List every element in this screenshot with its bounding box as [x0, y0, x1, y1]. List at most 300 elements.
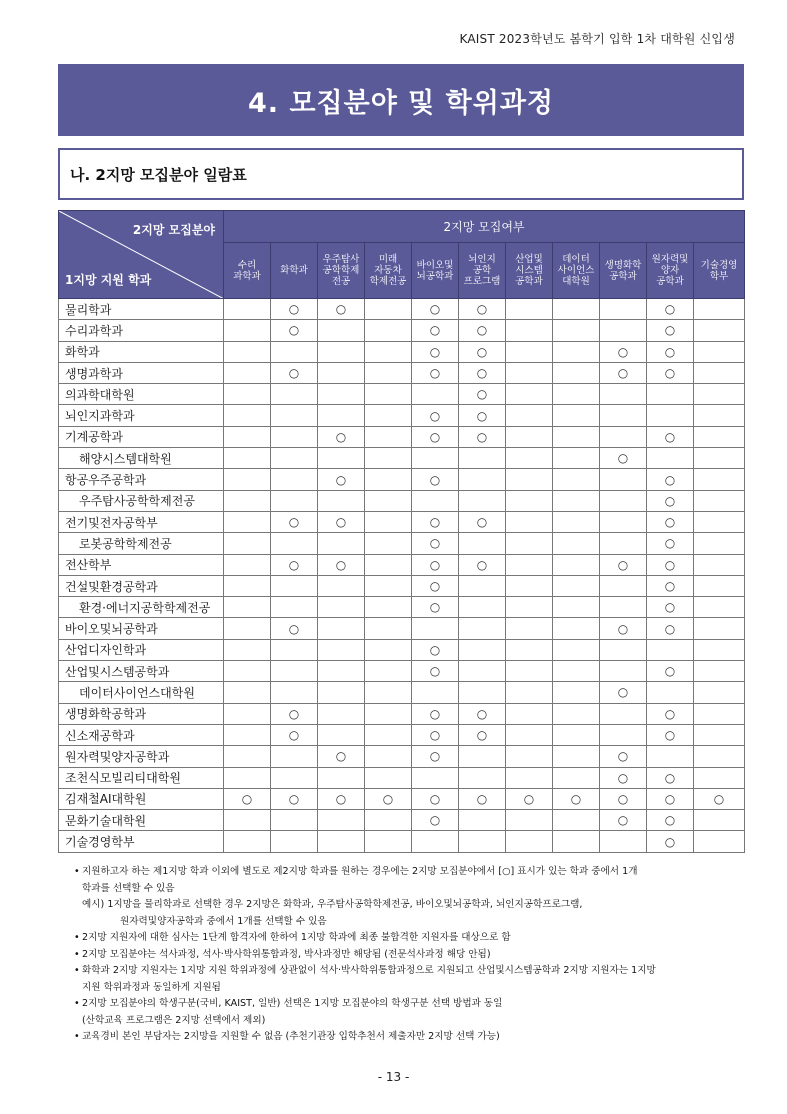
- mark-cell: [600, 490, 647, 511]
- mark-cell: [647, 511, 694, 532]
- mark-cell: [459, 682, 506, 703]
- circle-mark-icon: ○: [241, 791, 253, 806]
- mark-cell: [647, 533, 694, 554]
- department-name: 전산학부: [59, 554, 224, 575]
- mark-cell: [412, 597, 459, 618]
- mark-cell: [647, 703, 694, 724]
- mark-cell: [224, 448, 271, 469]
- mark-cell: [271, 831, 318, 852]
- mark-cell: [459, 661, 506, 682]
- mark-cell: [459, 320, 506, 341]
- mark-cell: [412, 746, 459, 767]
- mark-cell: [224, 362, 271, 383]
- mark-cell: [318, 341, 365, 362]
- circle-mark-icon: ○: [429, 344, 441, 359]
- mark-cell: [694, 810, 745, 831]
- mark-cell: [271, 639, 318, 660]
- mark-cell: [224, 511, 271, 532]
- mark-cell: [459, 639, 506, 660]
- section-title-banner: [58, 64, 744, 136]
- note-3-text: 2지망 모집분야는 석사과정, 석사·박사학위통합과정, 박사과정만 해당됨 (전문석사과정 해당 안됨): [82, 948, 491, 960]
- department-name: 환경·에너지공학학제전공: [59, 597, 224, 618]
- mark-cell: [600, 661, 647, 682]
- mark-cell: [506, 724, 553, 745]
- note-5-line-1: 2지망 모집분야의 학생구분(국비, KAIST, 일반) 선택은 1지망 모집분야의 학생구분 선택 방법과 동일: [82, 998, 503, 1009]
- mark-cell: [553, 597, 600, 618]
- mark-cell: [412, 511, 459, 532]
- mark-cell: [553, 490, 600, 511]
- mark-cell: [506, 405, 553, 426]
- mark-cell: [365, 426, 412, 447]
- mark-cell: [647, 831, 694, 852]
- column-header-7: 산업및 시스템 공학과: [506, 243, 553, 299]
- mark-cell: [694, 682, 745, 703]
- mark-cell: [506, 426, 553, 447]
- circle-mark-icon: ○: [476, 557, 488, 572]
- mark-cell: [506, 661, 553, 682]
- note-5-line-2: (산학교육 프로그램은 2지망 선택에서 제외): [82, 1014, 266, 1026]
- mark-cell: [459, 490, 506, 511]
- mark-cell: [553, 746, 600, 767]
- note-5: [74, 996, 742, 1029]
- mark-cell: [224, 469, 271, 490]
- circle-mark-icon: ○: [617, 557, 629, 572]
- circle-mark-icon: ○: [476, 387, 488, 402]
- mark-cell: [365, 320, 412, 341]
- mark-cell: [365, 448, 412, 469]
- mark-cell: [694, 788, 745, 809]
- mark-cell: [647, 405, 694, 426]
- circle-mark-icon: ○: [664, 791, 676, 806]
- department-name: 생명과학과: [59, 362, 224, 383]
- table-row: [59, 341, 745, 362]
- running-header: KAIST 2023학년도 봄학기 입학 1차 대학원 신입생: [459, 32, 735, 46]
- table-row: [59, 746, 745, 767]
- circle-mark-icon: ○: [664, 429, 676, 444]
- note-1-line-1: 지원하고자 하는 제1지망 학과 이외에 별도로 제2지망 학과를 원하는 경우에는 2지망 모집분야에서 [○] 표시가 있는 학과 중에서 1개: [82, 866, 638, 877]
- mark-cell: [506, 575, 553, 596]
- mark-cell: [318, 533, 365, 554]
- circle-mark-icon: ○: [476, 515, 488, 530]
- mark-cell: [506, 831, 553, 852]
- mark-cell: [553, 384, 600, 405]
- circle-mark-icon: ○: [713, 791, 725, 806]
- mark-cell: [506, 299, 553, 320]
- circle-mark-icon: ○: [288, 515, 300, 530]
- mark-cell: [412, 341, 459, 362]
- mark-cell: [271, 490, 318, 511]
- mark-cell: [318, 469, 365, 490]
- mark-cell: [271, 618, 318, 639]
- mark-cell: [694, 831, 745, 852]
- mark-cell: [694, 405, 745, 426]
- circle-mark-icon: ○: [476, 366, 488, 381]
- note-1-example-1: 예시) 1지망을 물리학과로 선택한 경우 2지망은 화학과, 우주탐사공학학제전공, 바이오및뇌공학과, 뇌인지공학프로그램,: [82, 899, 583, 910]
- table-row: [59, 384, 745, 405]
- mark-cell: [365, 362, 412, 383]
- circle-mark-icon: ○: [288, 706, 300, 721]
- mark-cell: [318, 490, 365, 511]
- mark-cell: [459, 554, 506, 575]
- mark-cell: [318, 554, 365, 575]
- circle-mark-icon: ○: [429, 536, 441, 551]
- department-name: 건설및환경공학과: [59, 575, 224, 596]
- circle-mark-icon: ○: [664, 834, 676, 849]
- mark-cell: [271, 320, 318, 341]
- circle-mark-icon: ○: [617, 344, 629, 359]
- mark-cell: [318, 362, 365, 383]
- mark-cell: [365, 788, 412, 809]
- mark-cell: [600, 511, 647, 532]
- table-row: [59, 597, 745, 618]
- circle-mark-icon: ○: [617, 366, 629, 381]
- mark-cell: [412, 362, 459, 383]
- mark-cell: [318, 384, 365, 405]
- column-header-10: 원자력및 양자 공학과: [647, 243, 694, 299]
- mark-cell: [224, 384, 271, 405]
- table-row: [59, 682, 745, 703]
- circle-mark-icon: ○: [476, 791, 488, 806]
- mark-cell: [271, 448, 318, 469]
- circle-mark-icon: ○: [664, 302, 676, 317]
- mark-cell: [365, 554, 412, 575]
- mark-cell: [600, 788, 647, 809]
- department-name: 의과학대학원: [59, 384, 224, 405]
- mark-cell: [694, 448, 745, 469]
- table-row: [59, 554, 745, 575]
- mark-cell: [412, 661, 459, 682]
- mark-cell: [647, 575, 694, 596]
- mark-cell: [694, 511, 745, 532]
- department-name: 산업및시스템공학과: [59, 661, 224, 682]
- mark-cell: [647, 299, 694, 320]
- mark-cell: [647, 810, 694, 831]
- mark-cell: [647, 448, 694, 469]
- mark-cell: [694, 490, 745, 511]
- mark-cell: [271, 362, 318, 383]
- circle-mark-icon: ○: [429, 515, 441, 530]
- circle-mark-icon: ○: [617, 770, 629, 785]
- mark-cell: [459, 448, 506, 469]
- note-3: [74, 947, 742, 964]
- mark-cell: [224, 405, 271, 426]
- table-row: [59, 788, 745, 809]
- mark-cell: [271, 511, 318, 532]
- mark-cell: [553, 405, 600, 426]
- circle-mark-icon: ○: [476, 728, 488, 743]
- mark-cell: [412, 788, 459, 809]
- mark-cell: [553, 469, 600, 490]
- mark-cell: [647, 469, 694, 490]
- mark-cell: [318, 831, 365, 852]
- circle-mark-icon: ○: [335, 302, 347, 317]
- mark-cell: [647, 362, 694, 383]
- mark-cell: [459, 405, 506, 426]
- circle-mark-icon: ○: [476, 344, 488, 359]
- mark-cell: [271, 575, 318, 596]
- circle-mark-icon: ○: [476, 408, 488, 423]
- mark-cell: [224, 490, 271, 511]
- circle-mark-icon: ○: [429, 302, 441, 317]
- circle-mark-icon: ○: [664, 770, 676, 785]
- table-row: [59, 490, 745, 511]
- circle-mark-icon: ○: [335, 429, 347, 444]
- mark-cell: [600, 362, 647, 383]
- column-header-8: 데이터 사이언스 대학원: [553, 243, 600, 299]
- circle-mark-icon: ○: [382, 791, 394, 806]
- mark-cell: [459, 575, 506, 596]
- circle-mark-icon: ○: [617, 749, 629, 764]
- circle-mark-icon: ○: [429, 600, 441, 615]
- mark-cell: [553, 299, 600, 320]
- circle-mark-icon: ○: [523, 791, 535, 806]
- mark-cell: [600, 533, 647, 554]
- circle-mark-icon: ○: [570, 791, 582, 806]
- mark-cell: [600, 682, 647, 703]
- column-header-9: 생명화학 공학과: [600, 243, 647, 299]
- department-name: 원자력및양자공학과: [59, 746, 224, 767]
- mark-cell: [647, 661, 694, 682]
- mark-cell: [318, 597, 365, 618]
- circle-mark-icon: ○: [617, 791, 629, 806]
- mark-cell: [553, 341, 600, 362]
- mark-cell: [600, 597, 647, 618]
- mark-cell: [506, 554, 553, 575]
- mark-cell: [318, 661, 365, 682]
- mark-cell: [224, 320, 271, 341]
- mark-cell: [224, 788, 271, 809]
- second-choice-table: [58, 210, 745, 853]
- mark-cell: [365, 597, 412, 618]
- mark-cell: [412, 426, 459, 447]
- mark-cell: [506, 341, 553, 362]
- mark-cell: [459, 810, 506, 831]
- table-row: [59, 724, 745, 745]
- circle-mark-icon: ○: [335, 749, 347, 764]
- mark-cell: [365, 575, 412, 596]
- mark-cell: [271, 405, 318, 426]
- table-row: [59, 810, 745, 831]
- subsection-title: 나. 2지망 모집분야 일람표: [70, 165, 247, 184]
- mark-cell: [506, 448, 553, 469]
- mark-cell: [600, 767, 647, 788]
- mark-cell: [412, 810, 459, 831]
- mark-cell: [412, 320, 459, 341]
- mark-cell: [600, 639, 647, 660]
- mark-cell: [224, 746, 271, 767]
- mark-cell: [224, 426, 271, 447]
- mark-cell: [600, 810, 647, 831]
- circle-mark-icon: ○: [664, 472, 676, 487]
- circle-mark-icon: ○: [617, 621, 629, 636]
- mark-cell: [271, 788, 318, 809]
- mark-cell: [553, 810, 600, 831]
- mark-cell: [647, 682, 694, 703]
- mark-cell: [412, 448, 459, 469]
- table-body: [59, 299, 745, 853]
- mark-cell: [506, 597, 553, 618]
- mark-cell: [553, 639, 600, 660]
- corner-top-label: 2지망 모집분야: [132, 223, 215, 237]
- department-name: 물리학과: [59, 299, 224, 320]
- circle-mark-icon: ○: [288, 302, 300, 317]
- mark-cell: [600, 703, 647, 724]
- mark-cell: [694, 724, 745, 745]
- mark-cell: [459, 767, 506, 788]
- mark-cell: [318, 724, 365, 745]
- mark-cell: [694, 575, 745, 596]
- mark-cell: [365, 703, 412, 724]
- circle-mark-icon: ○: [429, 472, 441, 487]
- table-row: [59, 639, 745, 660]
- mark-cell: [600, 469, 647, 490]
- mark-cell: [459, 533, 506, 554]
- mark-cell: [365, 341, 412, 362]
- department-name: 우주탐사공학학제전공: [59, 490, 224, 511]
- circle-mark-icon: ○: [429, 557, 441, 572]
- mark-cell: [224, 575, 271, 596]
- circle-mark-icon: ○: [664, 536, 676, 551]
- mark-cell: [412, 767, 459, 788]
- mark-cell: [694, 384, 745, 405]
- mark-cell: [647, 746, 694, 767]
- note-bullet: •: [74, 866, 80, 877]
- mark-cell: [694, 533, 745, 554]
- mark-cell: [553, 554, 600, 575]
- mark-cell: [365, 511, 412, 532]
- circle-mark-icon: ○: [288, 323, 300, 338]
- circle-mark-icon: ○: [664, 323, 676, 338]
- mark-cell: [647, 618, 694, 639]
- mark-cell: [459, 618, 506, 639]
- mark-cell: [600, 299, 647, 320]
- circle-mark-icon: ○: [429, 813, 441, 828]
- mark-cell: [412, 405, 459, 426]
- mark-cell: [694, 746, 745, 767]
- mark-cell: [271, 724, 318, 745]
- table-row: [59, 703, 745, 724]
- mark-cell: [600, 320, 647, 341]
- mark-cell: [506, 490, 553, 511]
- mark-cell: [459, 724, 506, 745]
- circle-mark-icon: ○: [664, 813, 676, 828]
- department-name: 화학과: [59, 341, 224, 362]
- mark-cell: [412, 469, 459, 490]
- circle-mark-icon: ○: [476, 302, 488, 317]
- group-header: 2지망 모집여부: [224, 211, 745, 243]
- table-row: [59, 767, 745, 788]
- mark-cell: [412, 384, 459, 405]
- mark-cell: [506, 810, 553, 831]
- mark-cell: [365, 405, 412, 426]
- department-name: 생명화학공학과: [59, 703, 224, 724]
- department-name: 바이오및뇌공학과: [59, 618, 224, 639]
- mark-cell: [224, 639, 271, 660]
- mark-cell: [506, 469, 553, 490]
- mark-cell: [318, 575, 365, 596]
- mark-cell: [553, 831, 600, 852]
- mark-cell: [271, 767, 318, 788]
- department-name: 산업디자인학과: [59, 639, 224, 660]
- mark-cell: [553, 511, 600, 532]
- mark-cell: [647, 724, 694, 745]
- subsection-title-box: [58, 148, 744, 200]
- mark-cell: [647, 554, 694, 575]
- mark-cell: [459, 511, 506, 532]
- circle-mark-icon: ○: [664, 600, 676, 615]
- note-bullet: •: [74, 932, 80, 943]
- table-row: [59, 575, 745, 596]
- circle-mark-icon: ○: [429, 323, 441, 338]
- mark-cell: [224, 554, 271, 575]
- mark-cell: [318, 703, 365, 724]
- mark-cell: [412, 299, 459, 320]
- mark-cell: [224, 767, 271, 788]
- circle-mark-icon: ○: [335, 515, 347, 530]
- mark-cell: [506, 703, 553, 724]
- mark-cell: [694, 362, 745, 383]
- mark-cell: [412, 490, 459, 511]
- mark-cell: [459, 788, 506, 809]
- mark-cell: [553, 788, 600, 809]
- mark-cell: [224, 597, 271, 618]
- table-row: [59, 448, 745, 469]
- column-header-6: 뇌인지 공학 프로그램: [459, 243, 506, 299]
- mark-cell: [224, 618, 271, 639]
- mark-cell: [600, 618, 647, 639]
- mark-cell: [365, 746, 412, 767]
- mark-cell: [600, 724, 647, 745]
- mark-cell: [271, 469, 318, 490]
- circle-mark-icon: ○: [429, 366, 441, 381]
- mark-cell: [553, 703, 600, 724]
- mark-cell: [506, 618, 553, 639]
- mark-cell: [600, 405, 647, 426]
- note-1-example-2: 원자력및양자공학과 중에서 1개를 선택할 수 있음: [120, 915, 327, 927]
- mark-cell: [271, 299, 318, 320]
- circle-mark-icon: ○: [664, 579, 676, 593]
- department-name: 전기및전자공학부: [59, 511, 224, 532]
- table-row: [59, 831, 745, 852]
- mark-cell: [224, 299, 271, 320]
- circle-mark-icon: ○: [288, 791, 300, 806]
- column-header-11: 기술경영 학부: [694, 243, 745, 299]
- corner-header-cell: [59, 211, 224, 299]
- mark-cell: [647, 597, 694, 618]
- note-1-line-2: 학과를 선택할 수 있음: [82, 882, 175, 894]
- mark-cell: [318, 426, 365, 447]
- mark-cell: [647, 384, 694, 405]
- note-2-text: 2지망 지원자에 대한 심사는 1단계 합격자에 한하여 1지망 학과에 최종 불합격한 지원자를 대상으로 함: [82, 932, 511, 943]
- mark-cell: [318, 618, 365, 639]
- circle-mark-icon: ○: [664, 664, 676, 679]
- department-name: 문화기술대학원: [59, 810, 224, 831]
- mark-cell: [600, 554, 647, 575]
- department-name: 기술경영학부: [59, 831, 224, 852]
- mark-cell: [365, 682, 412, 703]
- corner-bottom-label: 1지망 지원 학과: [65, 273, 152, 287]
- department-name: 김재철AI대학원: [59, 788, 224, 809]
- mark-cell: [318, 746, 365, 767]
- mark-cell: [459, 469, 506, 490]
- circle-mark-icon: ○: [664, 366, 676, 381]
- table-row: [59, 426, 745, 447]
- department-name: 로봇공학학제전공: [59, 533, 224, 554]
- mark-cell: [224, 682, 271, 703]
- mark-cell: [694, 767, 745, 788]
- mark-cell: [365, 639, 412, 660]
- circle-mark-icon: ○: [429, 642, 441, 657]
